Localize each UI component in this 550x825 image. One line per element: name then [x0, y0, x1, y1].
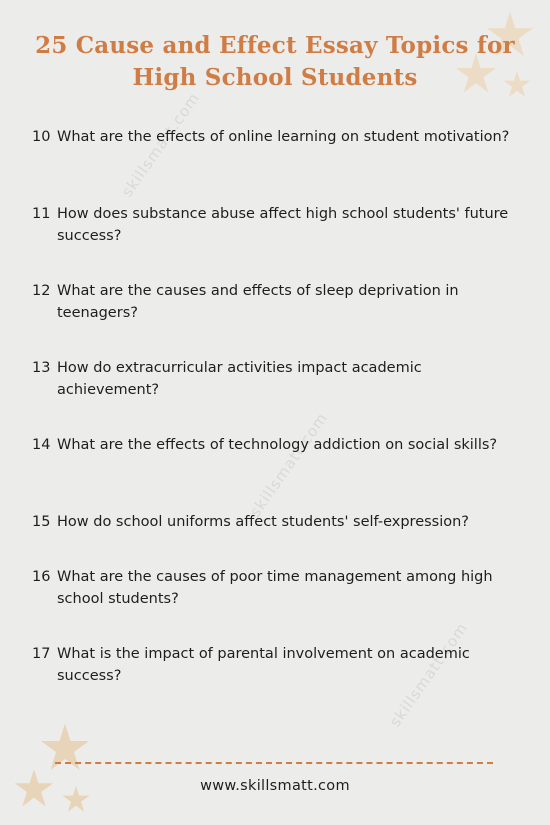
- watermark: skillsmatt.com: [118, 89, 204, 201]
- item-text: How does substance abuse affect high school students' future success?: [57, 206, 509, 244]
- item-number: 16: [32, 569, 51, 585]
- item-text: What are the causes of poor time management among high school students?: [57, 569, 493, 607]
- item-text: What are the effects of technology addiction on social skills?: [57, 437, 498, 453]
- star-icon: [40, 722, 90, 772]
- list-item: [32, 126, 512, 148]
- item-text: What are the causes and effects of sleep deprivation in teenagers?: [57, 283, 459, 321]
- item-number: 12: [32, 283, 51, 299]
- page-title: 25 Cause and Effect Essay Topics for High School Students: [35, 32, 515, 91]
- list-item: [32, 434, 512, 456]
- list-item: [32, 203, 512, 247]
- item-number: 17: [32, 646, 51, 662]
- item-number: 14: [32, 437, 51, 453]
- list-item: [32, 511, 512, 533]
- item-number: 11: [32, 206, 51, 222]
- item-number: 13: [32, 360, 51, 376]
- footer-url[interactable]: www.skillsmatt.com: [200, 778, 350, 794]
- item-text: How do extracurricular activities impact academic achievement?: [57, 360, 422, 398]
- list-item: [32, 280, 512, 324]
- list-item: [32, 643, 512, 687]
- dashed-divider: [55, 762, 493, 764]
- watermark: skillsmatt.com: [246, 409, 332, 521]
- item-text: What is the impact of parental involvement on academic success?: [57, 646, 470, 684]
- list-item: [32, 357, 512, 401]
- item-number: 10: [32, 129, 51, 145]
- watermark: skillsmatt.com: [386, 619, 472, 731]
- item-text: What are the effects of online learning on student motivation?: [57, 129, 510, 145]
- item-number: 15: [32, 514, 51, 530]
- list-item: [32, 566, 512, 610]
- item-text: How do school uniforms affect students' self-expression?: [57, 514, 470, 530]
